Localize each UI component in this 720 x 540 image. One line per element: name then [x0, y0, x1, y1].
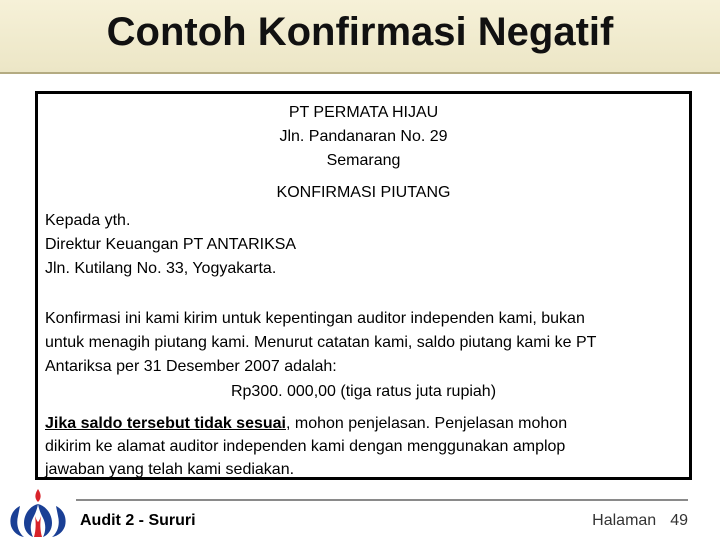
university-logo-icon [6, 486, 70, 538]
closing-line [45, 413, 685, 434]
company-address: Jln. Pandanaran No. 29 [279, 128, 448, 145]
recipient-line: Kepada yth. [45, 212, 131, 229]
page-label: Halaman [592, 512, 657, 529]
footer-page [560, 512, 688, 530]
closing-line-rest: , mohon penjelasan. Penjelasan mohon [286, 415, 568, 432]
title-band [0, 0, 720, 74]
closing-line: dikirim ke alamat auditor independen kami dengan menggunakan amplop [45, 438, 566, 455]
company-name: PT PERMATA HIJAU [288, 104, 439, 121]
body-line: Antariksa per 31 Desember 2007 adalah: [45, 358, 337, 375]
closing-line: jawaban yang telah kami sediakan. [45, 461, 295, 478]
company-city: Semarang [326, 152, 401, 169]
footer-divider [76, 499, 688, 501]
closing-emphasis: Jika saldo tersebut tidak sesuai [45, 415, 286, 432]
body-line: Konfirmasi ini kami kirim untuk kepentingan auditor independen kami, bukan [45, 310, 585, 327]
confirmation-letter [35, 91, 692, 480]
body-line: untuk menagih piutang kami. Menurut catatan kami, saldo piutang kami ke PT [45, 334, 597, 351]
letter-heading: KONFIRMASI PIUTANG [276, 184, 451, 201]
slide-title: Contoh Konfirmasi Negatif [106, 10, 614, 54]
recipient-line: Jln. Kutilang No. 33, Yogyakarta. [45, 260, 277, 277]
receivable-amount: Rp300. 000,00 (tiga ratus juta rupiah) [230, 383, 497, 400]
recipient-line: Direktur Keuangan PT ANTARIKSA [45, 236, 297, 253]
footer-course: Audit 2 - Sururi [80, 512, 196, 529]
page-number: 49 [670, 512, 688, 529]
